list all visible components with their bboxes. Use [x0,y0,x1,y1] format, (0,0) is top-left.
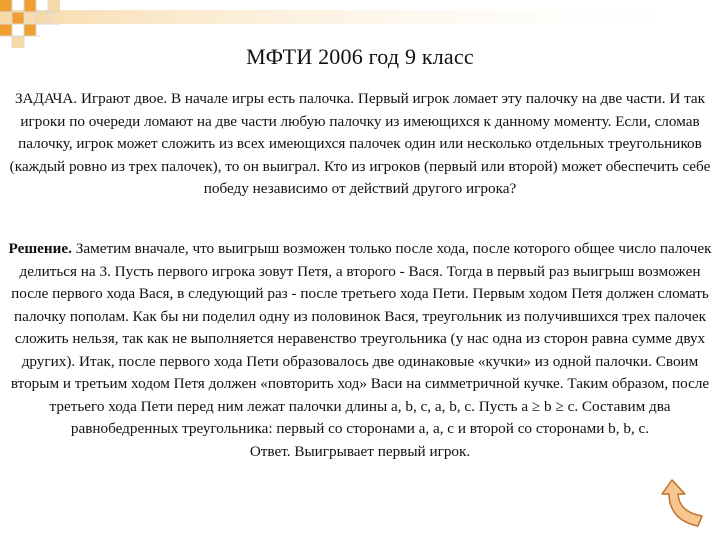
solution-text [6,238,714,463]
header-band [0,10,720,24]
solution-label: Решение. [8,240,72,257]
solution-body: Заметим вначале, что выигрыш возможен только после хода, после которого общее число палочек делиться на 3. Пусть первого игрока зовут Петя, а второго - Вася. Тогда в первый раз выигрыш возможен после первого хода Вася, в следующий раз - после третьего хода Пети. Первым ходом Петя должен сломать палочку пополам. Как бы ни поделил одну из половинок Вася, треугольник из получившихся трех палочек сложить нельзя, так как не выполняется неравенство треугольника (у нас одна из сторон равна сумме двух других). Итак, после первого хода Пети образовалось две одинаковые «кучки» из одной палочки. Своим вторым и третьим ходом Петя должен «повторить ход» Васи на симметричной кучке. Таким образом, после третьего хода Пети перед ним лежат палочки длины a, b, c, a, b, c. Пусть a ≥ b ≥ c. Составим два равнобедренных треугольника: первый со сторонами a, a, c и второй со сторонами b, b, c. [10,240,712,437]
answer-text: Ответ. Выигрывает первый игрок. [249,442,471,460]
page-title: МФТИ 2006 год 9 класс [246,44,474,69]
return-arrow-icon[interactable] [658,476,708,534]
problem-statement: ЗАДАЧА. Играют двое. В начале игры есть палочка. Первый игрок ломает эту палочку на две части. И так игроки по очереди ломают на две части любую палочку из имеющихся к данному моменту. Если, сломав палочку, игрок может сложить из всех имеющихся палочек один или несколько отдельных треугольников (каждый ровно из трех палочек), то он выиграл. Кто из игроков (первый или второй) может обеспечить себе победу независимо от действий другого игрока? [9,90,711,197]
